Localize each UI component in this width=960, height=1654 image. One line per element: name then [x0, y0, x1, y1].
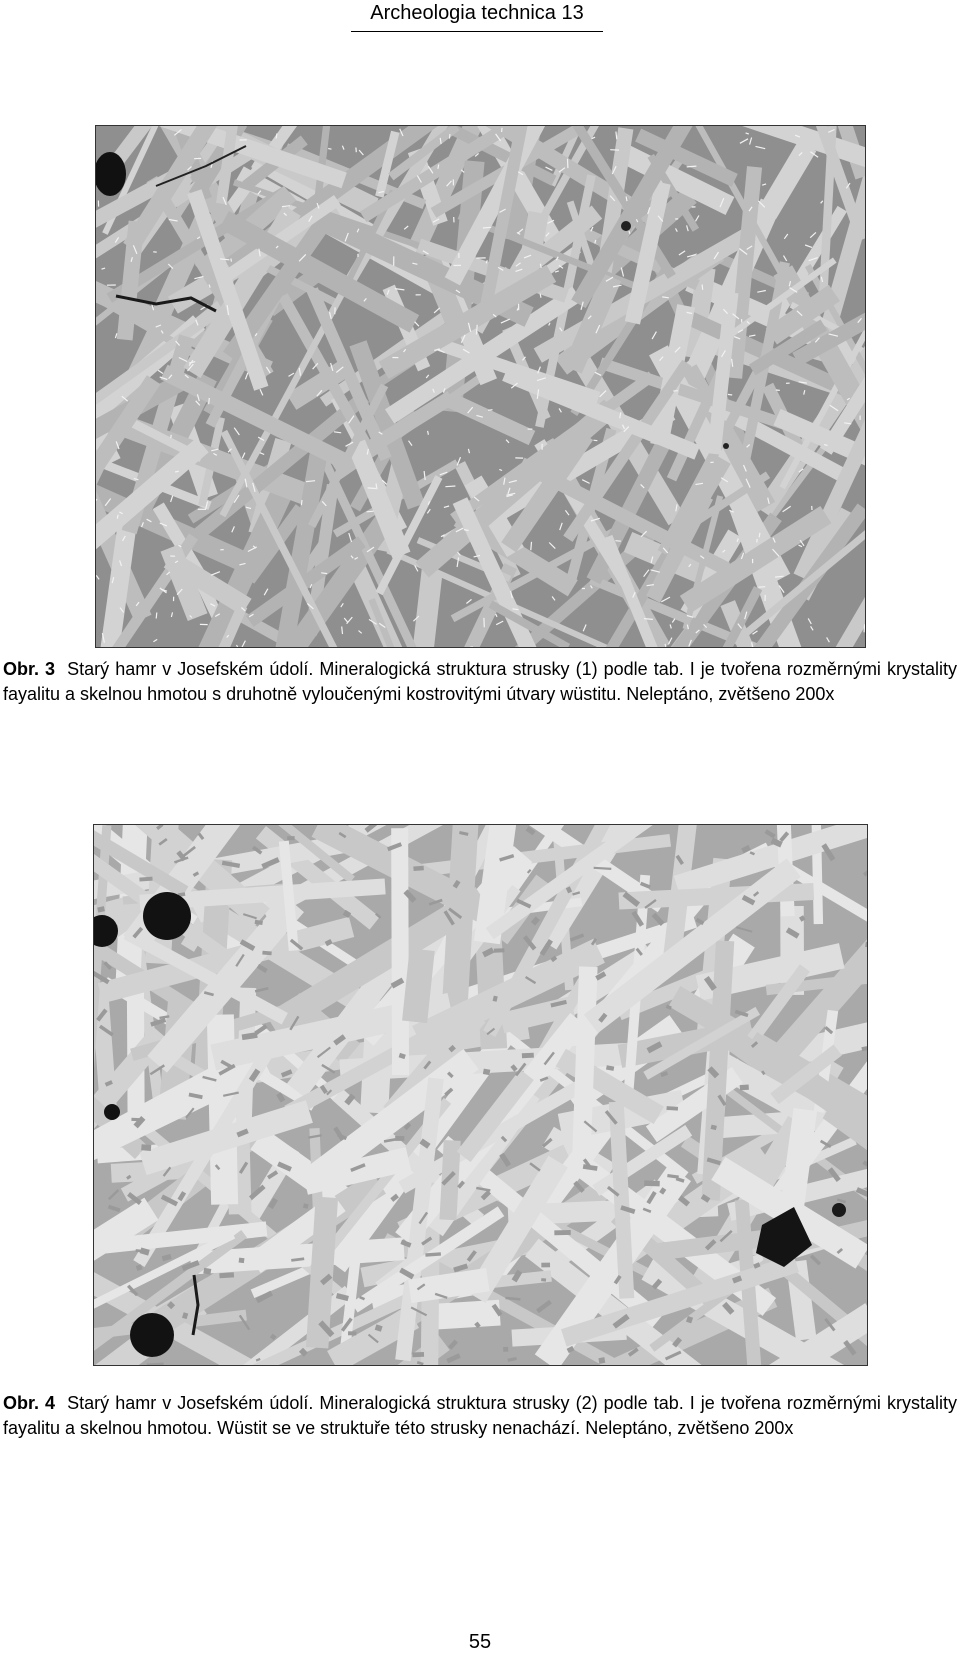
- figure-3-label: Obr. 3: [3, 659, 56, 679]
- figure-3-image: [96, 126, 865, 647]
- running-header: [351, 0, 603, 32]
- journal-title: Archeologia technica 13: [370, 2, 584, 24]
- figure-4-micrograph: [93, 824, 868, 1366]
- figure-3-caption: [3, 657, 957, 707]
- page-number: 55: [468, 1631, 492, 1653]
- figure-4-caption-text: Starý hamr v Josefském údolí. Mineralogická struktura strusky (2) podle tab. I je tvořena rozměrnými krystality fayalitu a skelnou hmotou. Wüstit se ve struktuře této strusky nenachází. Neleptáno, zvětšeno 200x: [3, 1393, 957, 1438]
- figure-4-label: Obr. 4: [3, 1393, 56, 1413]
- figure-3-caption-text: Starý hamr v Josefském údolí. Mineralogická struktura strusky (1) podle tab. I je tvořena rozměrnými krystality fayalitu a skelnou hmotou s druhotně vyloučenými kostrovitými útvary wüstitu. Neleptáno, zvětšeno 200x: [3, 659, 957, 704]
- figure-4-image: [94, 825, 867, 1365]
- figure-4-caption: [3, 1391, 957, 1441]
- figure-3-micrograph: [95, 125, 866, 648]
